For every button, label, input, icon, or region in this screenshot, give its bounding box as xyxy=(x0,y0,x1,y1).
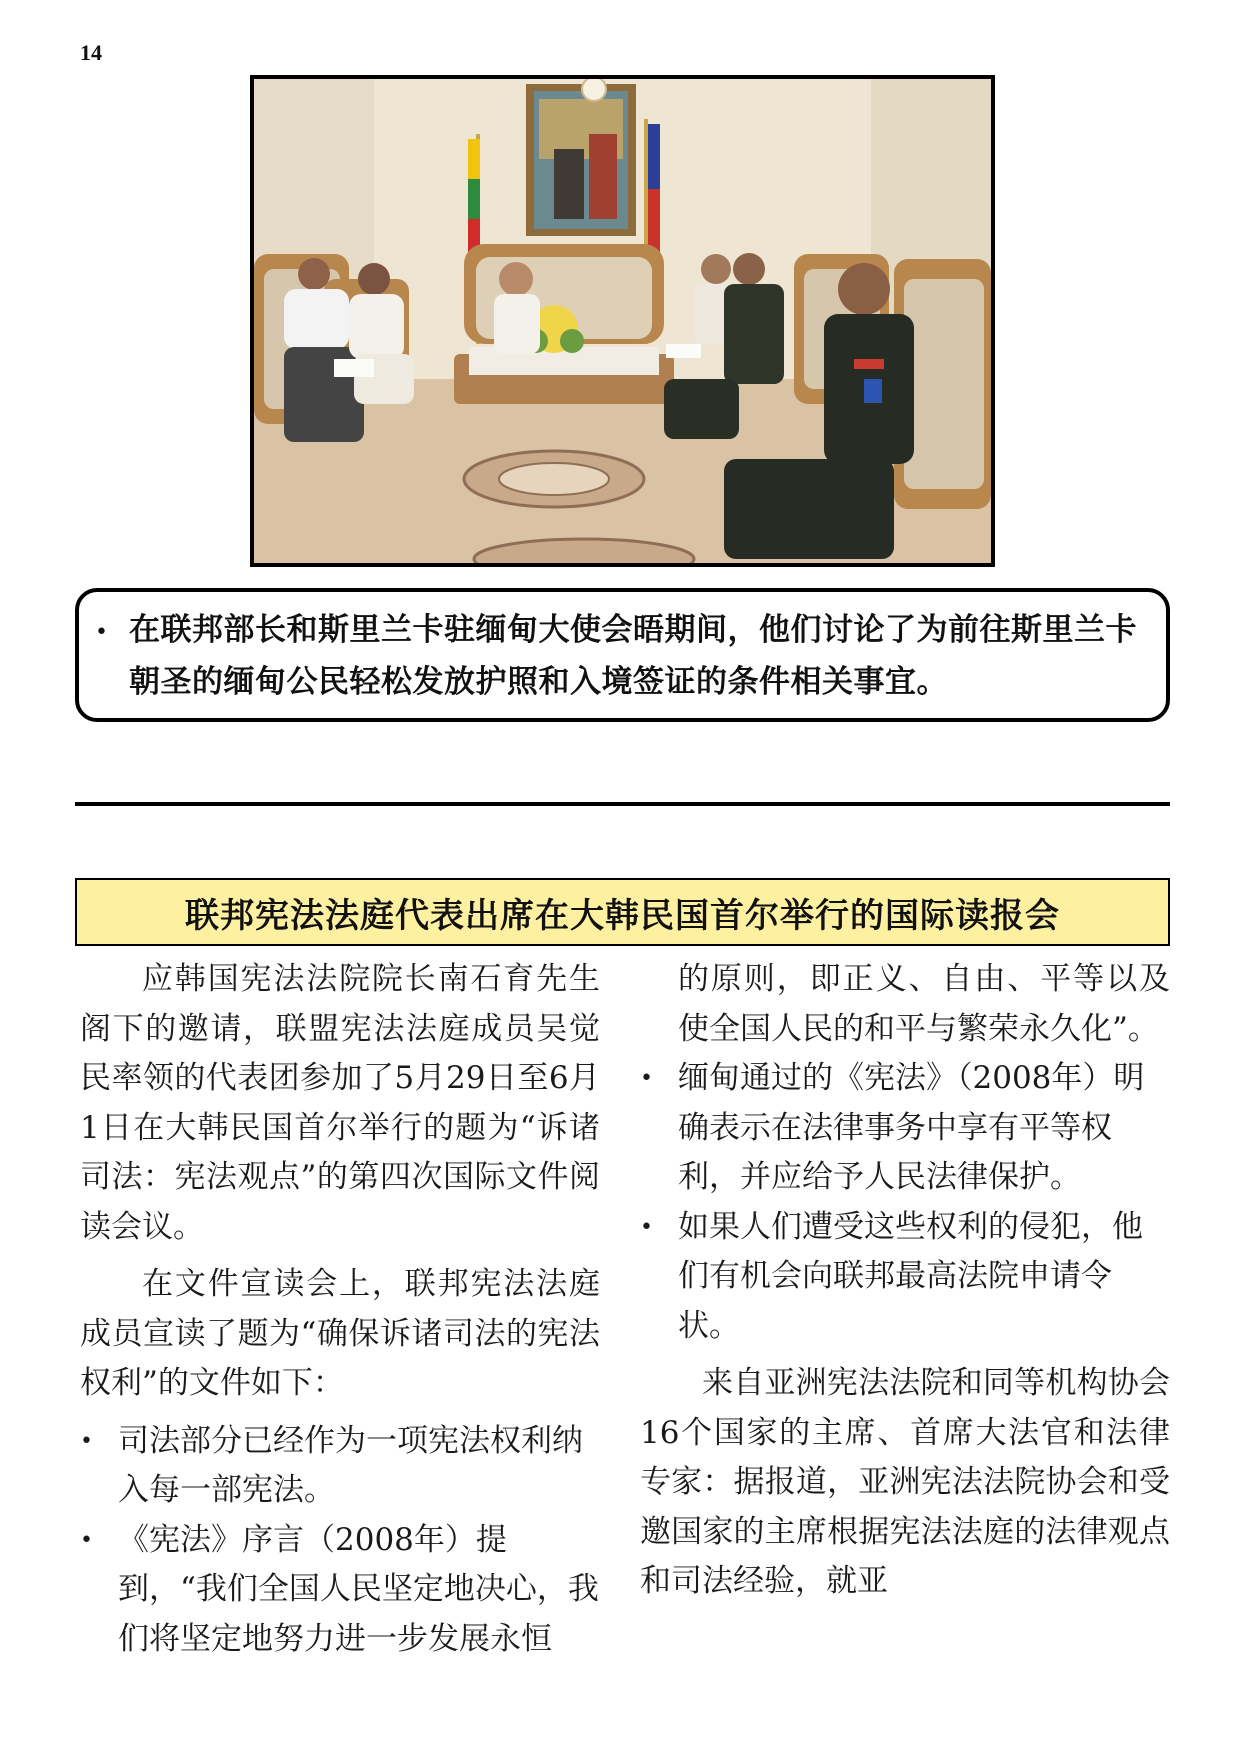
bullet-list xyxy=(640,1054,1170,1351)
bullet-icon: • xyxy=(95,620,108,645)
article-headline: 联邦宪法法庭代表出席在大韩民国首尔举行的国际读报会 xyxy=(185,895,1060,936)
page-number: 14 xyxy=(80,40,102,65)
article-paragraph: 在文件宣读会上，联邦宪法法庭成员宣读了题为“确保诉诸司法的宪法权利”的文件如下： xyxy=(80,1266,600,1401)
meeting-photo xyxy=(250,75,995,567)
article-left-column xyxy=(80,955,600,1664)
article-paragraph: 应韩国宪法法院院长南石育先生阁下的邀请，联盟宪法法庭成员吴觉民率领的代表团参加了5月29日至6月1日在大韩民国首尔举行的题为“诉诸司法：宪法观点”的第四次国际文件阅读会议。 xyxy=(80,961,600,1245)
list-item: • 《宪法》序言（2008年）提到，“我们全国人民坚定地决心，我们将坚定地努力进一步发展永恒 xyxy=(80,1516,600,1665)
list-item: • 司法部分已经作为一项宪法权利纳入每一部宪法。 xyxy=(80,1417,600,1516)
article-right-column xyxy=(640,955,1170,1607)
section-divider xyxy=(75,802,1170,806)
article-headline-box xyxy=(75,878,1170,946)
photo-caption-box xyxy=(75,588,1170,722)
list-item: • 缅甸通过的《宪法》（2008年）明确表示在法律事务中享有平等权利，并应给予人民法律保护。 xyxy=(640,1054,1170,1203)
list-item: • 如果人们遭受这些权利的侵犯，他们有机会向联邦最高法院申请令状。 xyxy=(640,1203,1170,1352)
article-paragraph: 来自亚洲宪法法院和同等机构协会16个国家的主席、首席大法官和法律专家：据报道，亚洲宪法法院协会和受邀国家的主席根据宪法法庭的法律观点和司法经验，就亚 xyxy=(640,1365,1170,1599)
bullet-list xyxy=(80,1417,600,1665)
photo-caption: 在联邦部长和斯里兰卡驻缅甸大使会晤期间，他们讨论了为前往斯里兰卡朝圣的缅甸公民轻松发放护照和入境签证的条件相关事宜。 xyxy=(129,612,1137,700)
meeting-photo-illustration xyxy=(254,79,991,563)
bullet-continuation: 的原则，即正义、自由、平等以及使全国人民的和平与繁荣永久化”。 xyxy=(678,961,1170,1047)
